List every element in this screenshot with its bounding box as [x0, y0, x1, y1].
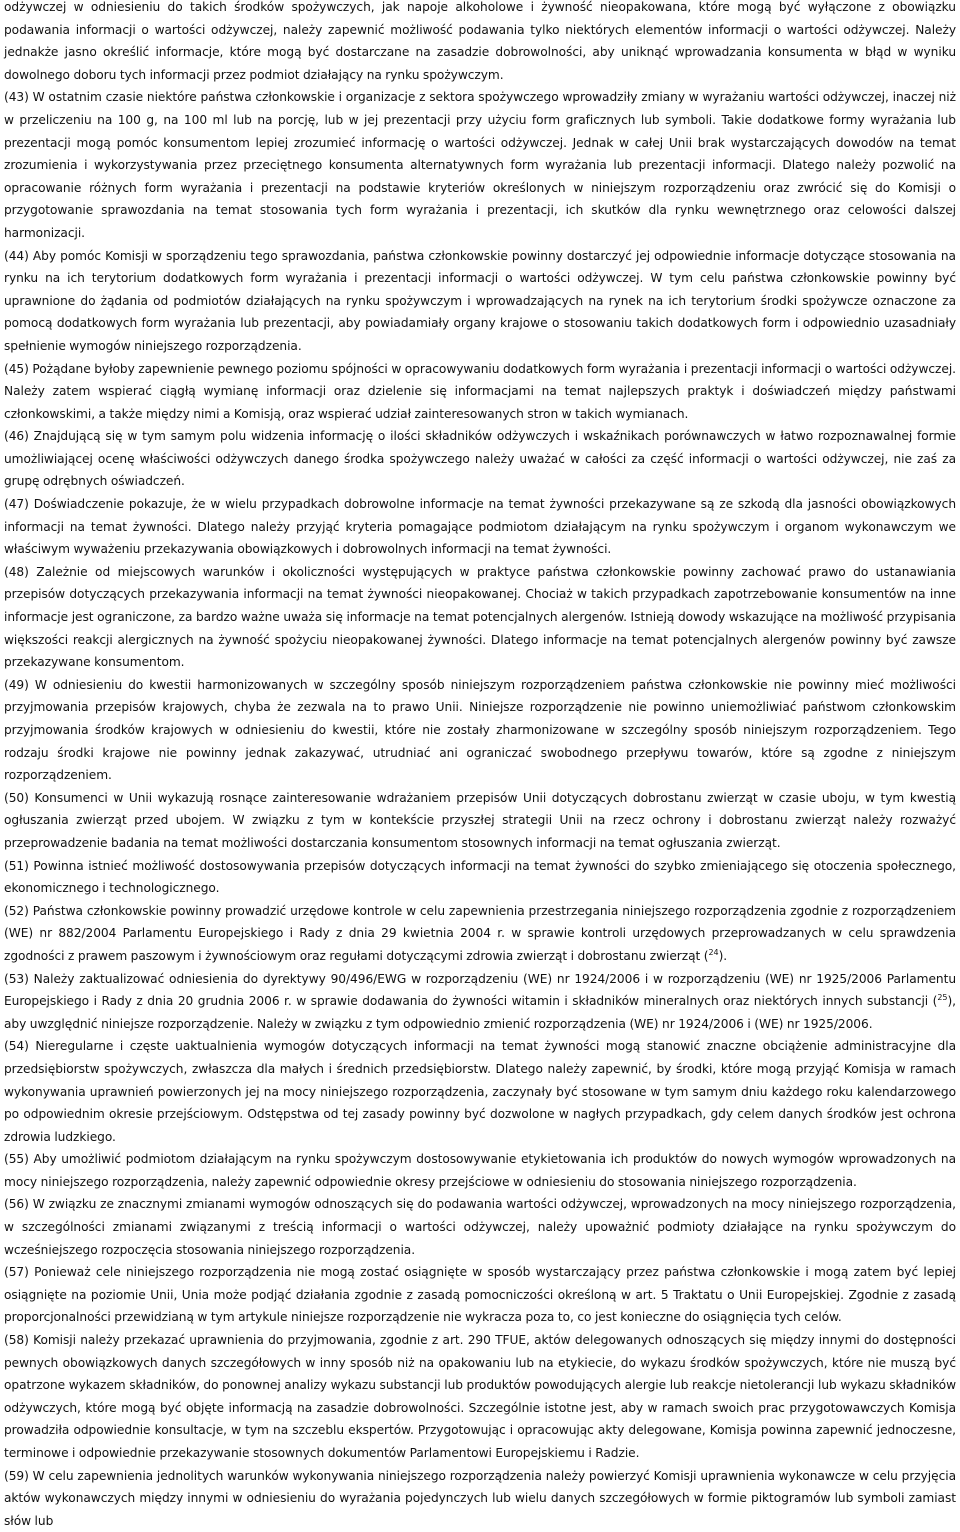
paragraph-text: W celu zapewnienia jednolitych warunków wykonywania niniejszego rozporządzenia należy powierzyć Komisji uprawnienia wykonawcze w celu przyjęcia aktów wykonawczych między innymi w odniesieniu do wyrażania pojedynczych lub wielu danych szczegółowych w formie piktogramów lub symboli zamiast słów lub: [4, 1468, 956, 1528]
paragraph-57: [4, 1261, 956, 1329]
paragraph-text-tail: ).: [718, 948, 728, 963]
paragraph-number: (50): [4, 790, 29, 805]
paragraph-number: (57): [4, 1265, 29, 1280]
paragraph-52: [4, 900, 956, 968]
paragraph-text: Ponieważ cele niniejszego rozporządzenia nie mogą zostać osiągnięte w sposób wystarczający przez państwa członkowskie i mogą zatem być lepiej osiągnięte na poziomie Unii, Unia może podjąć działania zgodnie z zasadą pomocniczości określoną w art. 5 Traktatu o Unii Europejskiej. Zgodnie z zasadą proporcjonalności przewidzianą w tym artykule niniejsze rozporządzenie nie wykracza poza to, co jest konieczne do osiągnięcia tych celów.: [4, 1265, 957, 1325]
footnote-reference[interactable]: 24: [708, 947, 719, 957]
paragraph-50: [4, 787, 956, 855]
paragraph-44: [4, 245, 956, 358]
paragraph-text: W ostatnim czasie niektóre państwa członkowskie i organizacje z sektora spożywczego wprowadziły zmiany w wyrażaniu wartości odżywczej, inaczej niż w przeliczeniu na 100 g, na 100 ml lub na porcję, lub w jej prezentacji przy użyciu form graficznych lub symboli. Takie dodatkowe formy wyrażania lub prezentacji mogą pomóc konsumentom lepiej zrozumieć informację o wartości odżywczej. Jednak w całej Unii brak wystarczających dowodów na temat zrozumienia i wykorzystywania przez przeciętnego konsumenta alternatywnych form wyrażania lub prezentacji informacji. Dlatego należy pozwolić na opracowanie różnych form wyrażania i prezentacji na podstawie kryteriów określonych w niniejszym rozporządzeniu oraz zwrócić się do Komisji o przygotowanie sprawozdania na temat stosowania tych form wyrażania i prezentacji, ich skutków dla rynku wewnętrznego oraz celowości dalszej harmonizacji.: [4, 90, 956, 240]
paragraph-text: Zależnie od miejscowych warunków i okoliczności występujących w praktyce państwa członkowskie powinny zachować prawo do ustanawiania przepisów dotyczących przekazywania informacji na temat żywności nieopakowanej. Chociaż w takich przypadkach zapotrzebowanie konsumentów na inne informacje jest ograniczone, za bardzo ważne uważa się informacje na temat potencjalnych alergenów. Istnieją dowody wskazujące na możliwość przypisania większości reakcji alergicznych na żywność spożyciu nieopakowanej żywności. Dlatego informacje na temat potencjalnych alergenów powinny być zawsze przekazywane konsumentom.: [4, 564, 956, 670]
paragraph-text: Konsumenci w Unii wykazują rosnące zainteresowanie wdrażaniem przepisów Unii dotyczących dobrostanu zwierząt w czasie uboju, w tym kwestią ogłuszania zwierząt przed ubojem. W związku z tym w kontekście przyszłej strategii Unii na rzecz ochrony i dobrostanu zwierząt należy rozważyć przeprowadzenie badania na temat możliwości dostarczania konsumentom stosownych informacji na temat ogłuszania zwierząt.: [4, 790, 956, 850]
paragraph-42-continued: [4, 0, 956, 86]
paragraph-number: (46): [4, 429, 29, 444]
paragraph-54: [4, 1035, 956, 1148]
paragraph-56: [4, 1193, 956, 1261]
paragraph-55: [4, 1148, 956, 1193]
paragraph-59: [4, 1465, 956, 1532]
paragraph-text: Aby umożliwić podmiotom działającym na rynku spożywczym dostosowywanie etykietowania ich produktów do nowych wymogów wprowadzonych na mocy niniejszego rozporządzenia, należy zapewnić odpowiednie okresy przejściowe w odniesieniu do stosowania niniejszego rozporządzenia.: [4, 1152, 956, 1189]
paragraph-45: [4, 358, 956, 426]
paragraph-text: Powinna istnieć możliwość dostosowywania przepisów dotyczących informacji na temat żywności do szybko zmieniającego się otoczenia społecznego, ekonomicznego i technologicznego.: [4, 858, 956, 896]
document-page: [4, 0, 956, 1532]
paragraph-43: [4, 86, 956, 244]
paragraph-number: (51): [4, 858, 29, 873]
paragraph-text: W związku ze znacznymi zmianami wymogów odnoszących się do podawania wartości odżywczej, wprowadzonych na mocy niniejszego rozporządzenia, w szczególności zmianami związanymi z treścią informacji o wartości odżywczej, należy upoważnić podmioty działające na rynku spożywczym do wcześniejszego rozpoczęcia stosowania niniejszego rozporządzenia.: [4, 1197, 956, 1257]
paragraph-text: Znajdującą się w tym samym polu widzenia informację o ilości składników odżywczych i wskaźnikach porównawczych w łatwo rozpoznawalnej formie umożliwiającej ocenę właściwości odżywczych danego środka spożywczego należy uważać w całości za część informacji o wartości odżywczej, nie zaś za grupę odrębnych oświadczeń.: [4, 429, 956, 489]
paragraph-number: (49): [4, 677, 29, 692]
paragraph-text: Pożądane byłoby zapewnienie pewnego poziomu spójności w opracowywaniu dodatkowych form wyrażania i prezentacji informacji o wartości odżywczej. Należy zatem wspierać ciągłą wymianę informacji oraz dzielenie się informacjami na temat najlepszych praktyk i doświadczeń między państwami członkowskimi, a także między nimi a Komisją, oraz wspierać udział zainteresowanych stron w takich wymianach.: [4, 361, 956, 421]
paragraph-text: Aby pomóc Komisji w sporządzeniu tego sprawozdania, państwa członkowskie powinny dostarczyć jej odpowiednie informacje dotyczące stosowania na rynku na ich terytorium dodatkowych form wyrażania i prezentacji informacji o wartości odżywczej. W tym celu państwa członkowskie powinny być uprawnione do żądania od podmiotów działających na rynku spożywczym i wprowadzających na rynek na ich terytorium środki spożywcze oznaczone za pomocą dodatkowych form wyrażania lub prezentacji, aby powiadamiały organy krajowe o stosowaniu takich dodatkowych form i odpowiednio uzasadniały spełnienie wymogów niniejszego rozporządzenia.: [4, 248, 956, 353]
paragraph-53: [4, 968, 956, 1036]
paragraph-text: Nieregularne i częste uaktualnienia wymogów dotyczących informacji na temat żywności mogą stanowić znaczne obciążenie administracyjne dla przedsiębiorstw spożywczych, zwłaszcza dla małych i średnich przedsiębiorstw. Dlatego należy zapewnić, by środki, które mogą przyjąć Komisja w ramach wykonywania uprawnień powierzonych jej na mocy niniejszego rozporządzenia, zaczynały być stosowane w tym samym dniu każdego roku kalendarzowego po odpowiednim okresie przejściowym. Odstępstwa od tej zasady powinny być dozwolone w nagłych przypadkach, gdy celem danych środków jest ochrona zdrowia ludzkiego.: [4, 1039, 956, 1144]
footnote-reference[interactable]: 25: [937, 993, 948, 1003]
paragraph-51: [4, 855, 956, 900]
paragraph-number: (45): [4, 361, 29, 376]
paragraph-46: [4, 425, 956, 493]
paragraph-number: (47): [4, 497, 29, 512]
paragraph-number: (44): [4, 248, 29, 263]
paragraph-number: (52): [4, 903, 29, 918]
paragraph-number: (53): [4, 971, 29, 986]
paragraph-number: (54): [4, 1039, 29, 1054]
paragraph-number: (56): [4, 1197, 29, 1212]
paragraph-text: W odniesieniu do kwestii harmonizowanych w szczególny sposób niniejszym rozporządzeniem państwa członkowskie nie powinny mieć możliwości przyjmowania przepisów krajowych, chyba że zezwala na to prawo Unii. Niniejsze rozporządzenie nie powinno uniemożliwiać państwom członkowskim przyjmowania środków krajowych w odniesieniu do kwestii, które nie zostały zharmonizowane w szczególny sposób niniejszym rozporządzeniem. Tego rodzaju środki krajowe nie powinny jednak zakazywać, utrudniać ani ograniczać swobodnego przepływu towarów, które są zgodne z niniejszym rozporządzeniem.: [4, 677, 957, 783]
paragraph-text: odżywczej w odniesieniu do takich środków spożywczych, jak napoje alkoholowe i żywność nieopakowana, które mogą być wyłączone z obowiązku podawania informacji o wartości odżywczej, należy zapewnić możliwość podawania tylko niektórych elementów informacji o wartości odżywczej. Należy jednakże jasno określić informacje, które mogą być dostarczane na zasadzie dobrowolności, aby uniknąć wprowadzania konsumenta w błąd w wyniku dowolnego doboru tych informacji przez podmiot działający na rynku spożywczym.: [4, 0, 956, 82]
paragraph-text: Doświadczenie pokazuje, że w wielu przypadkach dobrowolne informacje na temat żywności przekazywane są ze szkodą dla jasności obowiązkowych informacji na temat żywności. Dlatego należy przyjąć kryteria pomagające podmiotom działającym na rynku spożywczym i organom wykonawczym we właściwym wyważeniu przekazywania obowiązkowych i dobrowolnych informacji na temat żywności.: [4, 497, 956, 557]
paragraph-text: Komisji należy przekazać uprawnienia do przyjmowania, zgodnie z art. 290 TFUE, aktów delegowanych odnoszących się między innymi do dostępności pewnych obowiązkowych danych szczegółowych w inny sposób niż na opakowaniu lub na etykiecie, do wykazu środków spożywczych, które nie muszą być opatrzone wykazem składników, do ponownej analizy wykazu substancji lub produktów powodujących alergie lub reakcje nietolerancji lub wykazu składników odżywczych, które mogą być objęte informacją na zasadzie dobrowolności. Szczególnie istotne jest, aby w ramach swoich prac przygotowawczych Komisja prowadziła odpowiednie konsultacje, w tym na szczeblu ekspertów. Przygotowując i opracowując akty delegowane, Komisja powinna zapewnić jednoczesne, terminowe i odpowiednie przekazywanie stosownych dokumentów Parlamentowi Europejskiemu i Radzie.: [4, 1333, 956, 1460]
paragraph-number: (59): [4, 1468, 29, 1483]
paragraph-text: Należy zaktualizować odniesienia do dyrektywy 90/496/EWG w rozporządzeniu (WE) nr 1924/2006 i w rozporządzeniu (WE) nr 1925/2006 Parlamentu Europejskiego i Rady z dnia 20 grudnia 2006 r. w sprawie dodawania do żywności witamin i składników mineralnych oraz niektórych innych substancji (: [4, 971, 956, 1009]
paragraph-number: (58): [4, 1333, 29, 1348]
paragraph-58: [4, 1329, 956, 1465]
paragraph-number: (55): [4, 1152, 29, 1167]
paragraph-text: Państwa członkowskie powinny prowadzić urzędowe kontrole w celu zapewnienia przestrzegania niniejszego rozporządzenia zgodnie z rozporządzeniem (WE) nr 882/2004 Parlamentu Europejskiego i Rady z dnia 29 kwietnia 2004 r. w sprawie kontroli urzędowych przeprowadzanych w celu sprawdzenia zgodności z prawem paszowym i żywnościowym oraz regułami dotyczącymi zdrowia zwierząt i dobrostanu zwierząt (: [4, 903, 956, 963]
paragraph-47: [4, 493, 956, 561]
paragraph-48: [4, 561, 956, 674]
paragraph-49: [4, 674, 956, 787]
paragraph-number: (43): [4, 90, 29, 105]
paragraph-text-tail: ), aby uwzględnić niniejsze rozporządzenie. Należy w związku z tym odpowiednio zmienić rozporządzenia (WE) nr 1924/2006 i (WE) nr 1925/2006.: [4, 994, 956, 1031]
paragraph-number: (48): [4, 564, 29, 579]
